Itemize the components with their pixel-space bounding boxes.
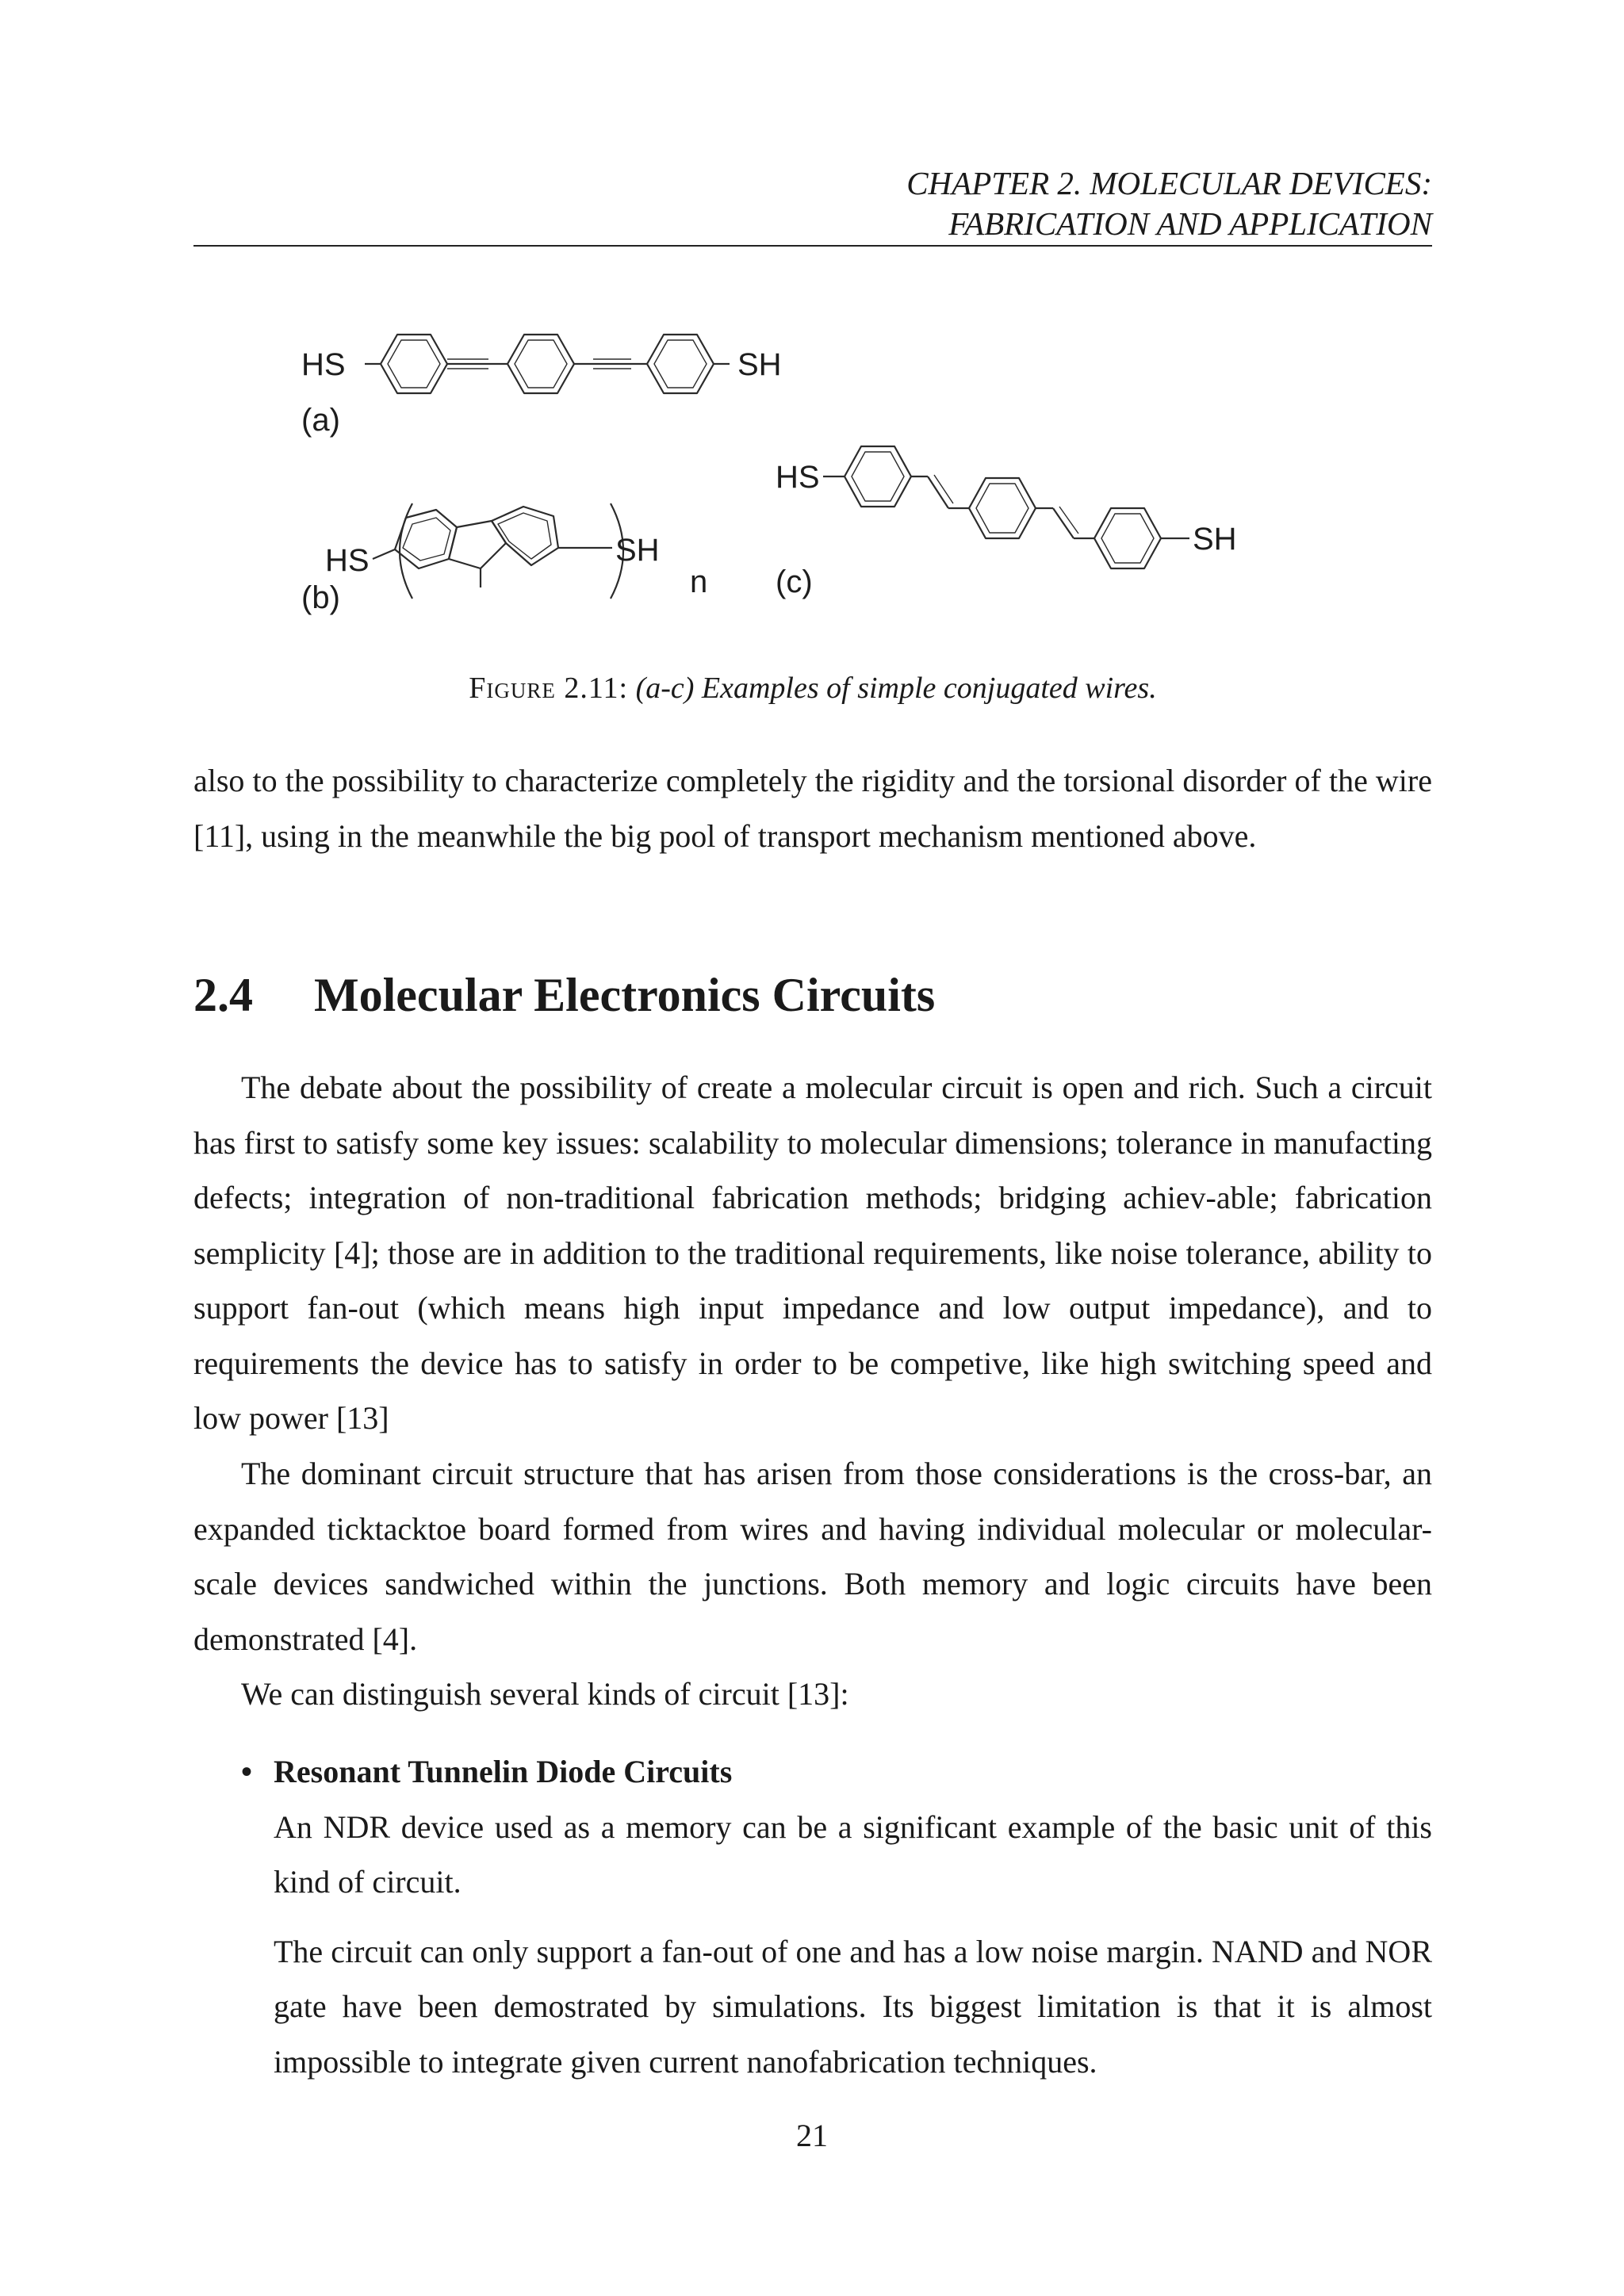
label-b-left: HS: [325, 543, 370, 578]
label-c-left: HS: [776, 460, 820, 495]
paragraph-2: The dominant circuit structure that has arisen from those considerations is the cross-bar, an expanded ticktacktoe board formed from wires and having individual molecular or molecular-scale devices sandwiched within the junctions. Both memory and logic circuits have been demonstrated [4].: [193, 1456, 1432, 1657]
label-a-left: HS: [301, 347, 346, 382]
label-b-tag: (b): [301, 580, 340, 615]
section-title: Molecular Electronics Circuits: [314, 969, 936, 1021]
label-c-tag: (c): [776, 564, 813, 599]
label-b-subscript: n: [690, 564, 708, 599]
paragraph-1: The debate about the possibility of create a molecular circuit is open and rich. Such a circuit has first to satisfy some key issues: scalability to molecular dimensions; tolerance in manufacting defects; integration of non-traditional fabrication methods; bridging achiev-able; fabrication semplicity [4]; those are in addition to the traditional requirements, like noise tolerance, ability to support fan-out (which means high input impedance and low output impedance), and to requirements the device has to satisfy in order to be competive, like high switching speed and low power [13]: [193, 1070, 1432, 1436]
molecule-a: [365, 335, 730, 393]
bullet-title: Resonant Tunnelin Diode Circuits: [274, 1754, 733, 1789]
paragraph-3: We can distinguish several kinds of circuit [13]:: [241, 1676, 849, 1712]
molecule-c: [823, 446, 1189, 568]
label-a-tag: (a): [301, 403, 340, 438]
header-rule: [193, 245, 1432, 247]
figure-caption-text: (a-c) Examples of simple conjugated wires.: [635, 672, 1157, 705]
running-header: [193, 163, 1432, 244]
bullet-text-2: The circuit can only support a fan-out of one and has a low noise margin. NAND and NOR gate have been demostrated by simulations. Its biggest limitation is that it is almost impossible to integrate given current nanofabrication techniques.: [274, 1933, 1432, 2080]
label-b-right: SH: [615, 533, 660, 568]
label-a-right: SH: [737, 347, 782, 382]
running-header-line-1: CHAPTER 2. MOLECULAR DEVICES:: [906, 165, 1432, 201]
figure-conjugated-wires: [293, 313, 1348, 638]
bullet-marker: •: [241, 1754, 253, 1789]
figure-caption: [193, 669, 1432, 707]
running-header-line-2: FABRICATION AND APPLICATION: [948, 205, 1432, 242]
bullet-list: [193, 1744, 1432, 2089]
figure-caption-label: Figure 2.11:: [469, 672, 629, 705]
page-number: 21: [796, 2118, 828, 2153]
bullet-text-1: An NDR device used as a memory can be a significant example of the basic unit of this kind of circuit.: [274, 1808, 1432, 1900]
section-number: 2.4: [193, 969, 253, 1021]
label-c-right: SH: [1193, 522, 1237, 557]
molecular-structures-diagram: [293, 313, 1348, 638]
section-heading: [193, 967, 935, 1023]
molecule-b: [373, 503, 623, 599]
paragraph-continued: also to the possibility to characterize completely the rigidity and the torsional disorder of the wire [11], using in the meanwhile the big pool of transport mechanism mentioned above.: [193, 763, 1432, 854]
bullet-item-heading: [193, 1744, 1432, 1800]
